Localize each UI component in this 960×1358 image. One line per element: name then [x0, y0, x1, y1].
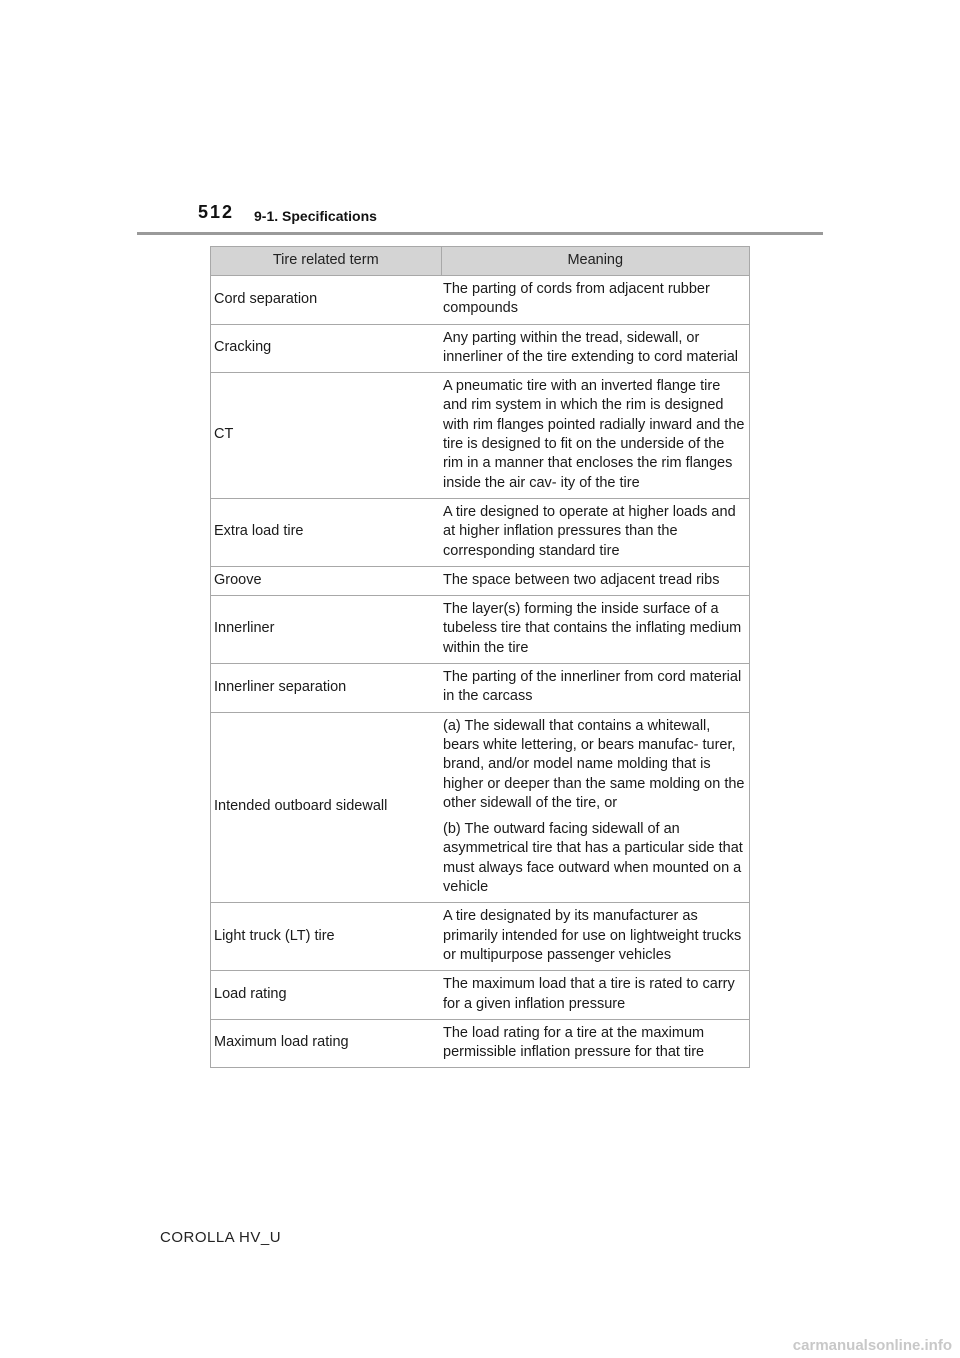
table-header-row	[211, 247, 750, 276]
table-row	[211, 712, 750, 903]
table-row	[211, 903, 750, 971]
term-cell: Intended outboard sidewall	[211, 712, 442, 903]
term-cell: Innerliner separation	[211, 664, 442, 713]
meaning-text: A tire designed to operate at higher loads and at higher inflation pressures than the corresponding standard tire	[443, 503, 736, 559]
term-cell: CT	[211, 373, 442, 499]
meaning-text: Any parting within the tread, sidewall, or innerliner of the tire extending to cord material	[443, 329, 738, 365]
meaning-text: The space between two adjacent tread ribs	[443, 571, 720, 588]
table-row	[211, 324, 750, 373]
meaning-text: (a) The sidewall that contains a whitewall, bears white lettering, or bears manufac- turer, brand, and/or model name molding that is higher or deeper than the same molding on the other sidewall of the tire, or	[443, 717, 745, 811]
meaning-cell	[441, 276, 750, 325]
page-number: 512	[198, 202, 235, 222]
meaning-cell	[441, 498, 750, 566]
meaning-text: The parting of the innerliner from cord material in the carcass	[443, 669, 742, 705]
table-row	[211, 1019, 750, 1068]
column-header-meaning: Meaning	[441, 247, 750, 276]
footer-model: COROLLA HV_U	[160, 1229, 282, 1246]
meaning-cell	[441, 971, 750, 1020]
table-row	[211, 971, 750, 1020]
meaning-text: The parting of cords from adjacent rubber compounds	[443, 281, 710, 317]
meaning-cell	[441, 596, 750, 664]
table-row	[211, 664, 750, 713]
column-header-term: Tire related term	[211, 247, 442, 276]
term-cell: Cracking	[211, 324, 442, 373]
term-cell: Maximum load rating	[211, 1019, 442, 1068]
watermark: carmanualsonline.info	[792, 1337, 952, 1354]
meaning-cell	[441, 1019, 750, 1068]
tire-terms-table	[210, 246, 750, 1068]
header-divider	[137, 232, 823, 235]
meaning-text: The load rating for a tire at the maximum permissible inflation pressure for that tire	[443, 1024, 705, 1061]
term-cell: Groove	[211, 566, 442, 595]
term-cell: Light truck (LT) tire	[211, 903, 442, 971]
meaning-text: The layer(s) forming the inside surface of a tubeless tire that contains the inflating medium within the tire	[443, 601, 742, 656]
meaning-cell	[441, 712, 750, 903]
meaning-cell	[441, 373, 750, 499]
table-row	[211, 596, 750, 664]
section-title: 9-1. Specifications	[254, 208, 377, 224]
term-cell: Extra load tire	[211, 498, 442, 566]
term-cell: Cord separation	[211, 276, 442, 325]
term-cell: Innerliner	[211, 596, 442, 664]
meaning-text: A pneumatic tire with an inverted flange tire and rim system in which the rim is designed with rim flanges pointed radially inward and the tire is designed to fit on the underside of the rim in a manner that encloses the rim flanges inside the air cav- ity of the tire	[443, 378, 745, 491]
meaning-text: (b) The outward facing sidewall of an asymmetrical tire that has a particular side that must always face outward when mounted on a vehicle	[443, 821, 743, 896]
meaning-cell	[441, 566, 750, 595]
table-row	[211, 566, 750, 595]
table-row	[211, 498, 750, 566]
meaning-text: A tire designated by its manufacturer as primarily intended for use on lightweight trucks or multipurpose passenger vehicles	[443, 908, 742, 963]
table-row	[211, 276, 750, 325]
term-cell: Load rating	[211, 971, 442, 1020]
meaning-text: The maximum load that a tire is rated to carry for a given inflation pressure	[443, 976, 735, 1012]
meaning-cell	[441, 664, 750, 713]
meaning-cell	[441, 903, 750, 971]
meaning-cell	[441, 324, 750, 373]
table-row	[211, 373, 750, 499]
